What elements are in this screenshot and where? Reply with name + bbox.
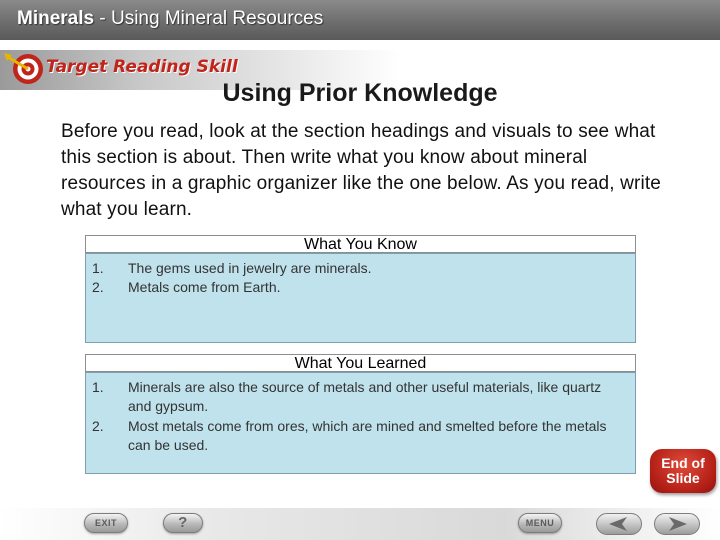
help-button[interactable]: ? — [163, 513, 203, 533]
what-you-learned-header: What You Learned — [85, 354, 636, 372]
item-number: 1. — [92, 260, 104, 276]
menu-button[interactable]: MENU — [518, 513, 562, 533]
item-number: 2. — [92, 418, 104, 434]
item-text: Most metals come from ores, which are mined and smelted before the metals can be used. — [128, 418, 607, 453]
end-of-slide-line1: End of — [661, 455, 705, 471]
title-separator: - — [94, 8, 111, 29]
what-you-know-header: What You Know — [85, 235, 636, 253]
end-of-slide-button[interactable] — [650, 449, 716, 493]
item-number: 1. — [92, 379, 104, 395]
arrow-left-icon[interactable] — [596, 513, 642, 535]
target-reading-skill-label: Target Reading Skill — [46, 57, 238, 77]
end-of-slide-line2: Slide — [666, 470, 700, 486]
slide-title — [17, 8, 323, 30]
exit-button[interactable]: EXIT — [84, 513, 128, 533]
item-number: 2. — [92, 279, 104, 295]
intro-paragraph: Before you read, look at the section headings and visuals to see what this section is about. Then write what you know about mineral resources in a graphic organizer like the one below. As you read, write what you learn. — [61, 121, 661, 220]
page-heading: Using Prior Knowledge — [222, 79, 498, 107]
what-you-know-box — [85, 253, 636, 343]
item-text: The gems used in jewelry are minerals. — [128, 260, 372, 276]
item-text: Minerals are also the source of metals and other useful materials, like quartz and gypsum. — [128, 379, 602, 414]
arrow-right-icon[interactable] — [654, 513, 700, 535]
item-text: Metals come from Earth. — [128, 279, 281, 295]
title-bar — [0, 0, 720, 40]
section-name: Minerals — [17, 8, 95, 29]
section-subtitle: Using Mineral Resources — [110, 8, 324, 29]
what-you-learned-box — [85, 372, 636, 474]
